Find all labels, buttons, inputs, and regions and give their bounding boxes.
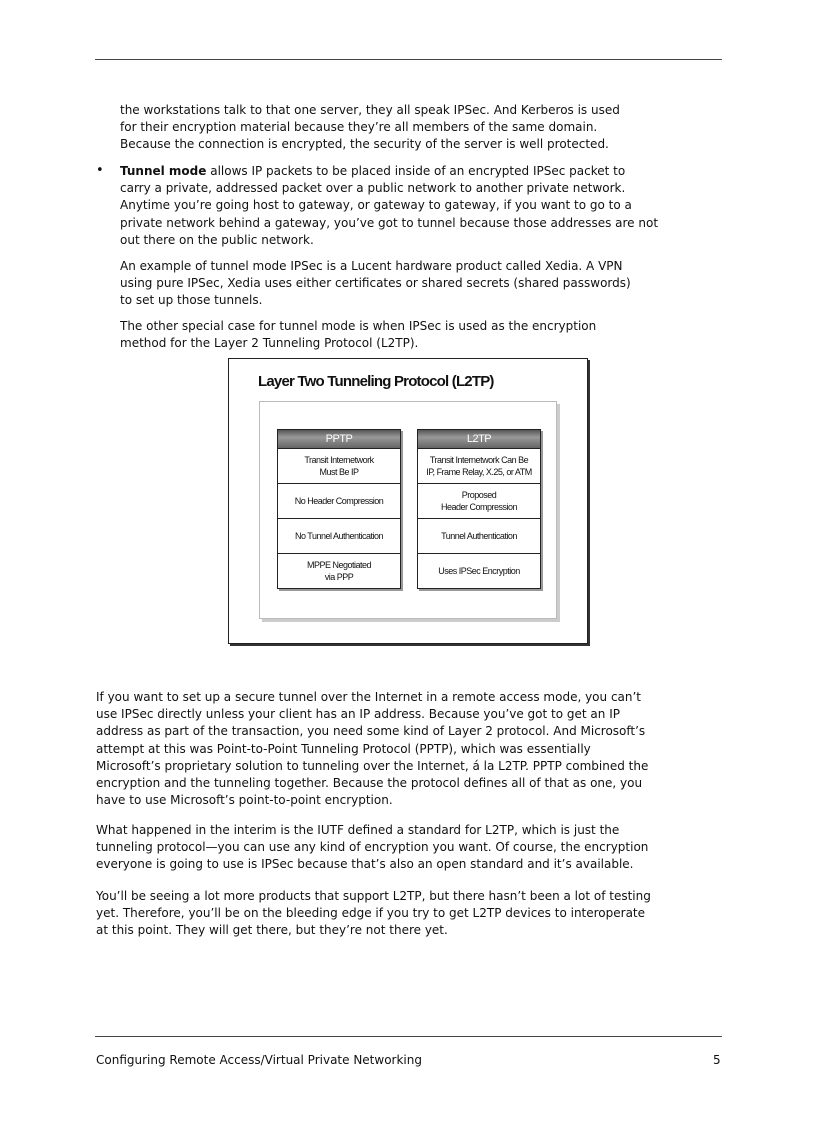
comparison-cell [278, 484, 400, 519]
text-line: allows IP packets to be placed inside of an encrypted IPSec packet to [206, 164, 626, 178]
bullet-icon: • [96, 163, 104, 178]
l2tp-header: L2TP [418, 430, 540, 449]
cell-line: IP, Frame Relay, X.25, or ATM [426, 467, 532, 477]
text-line: You’ll be seeing a lot more products that support L2TP, but there hasn’t been a lot of testing [96, 889, 651, 903]
text-line: Microsoft’s proprietary solution to tunneling over the Internet, á la L2TP. PPTP combined the [96, 758, 649, 773]
comparison-cell [418, 519, 540, 554]
cell-line: Header Compression [440, 502, 518, 512]
intro-paragraph [120, 102, 620, 154]
text-line: An example of tunnel mode IPSec is a Lucent hardware product called Xedia. A VPN [120, 259, 623, 273]
tunnel-mode-bullet [120, 163, 658, 249]
text-line: What happened in the interim is the IUTF defined a standard for L2TP, which is just the [96, 823, 620, 837]
text-line: have to use Microsoft’s point-to-point encryption. [96, 793, 393, 808]
text-line: using pure IPSec, Xedia uses either certificates or shared secrets (shared passwords) [120, 276, 631, 291]
comparison-cell [278, 519, 400, 554]
text-line: yet. Therefore, you’ll be on the bleeding edge if you try to get L2TP devices to interoperate [96, 906, 646, 921]
text-line: encryption and the tunneling together. Because the protocol defines all of that as one, you [96, 775, 643, 790]
figure-panel [259, 401, 557, 619]
header-rule [95, 59, 722, 60]
comparison-cell [278, 449, 400, 484]
cell-line: Must Be IP [319, 467, 359, 477]
text-line: Anytime you’re going host to gateway, or gateway to gateway, if you want to go to a [120, 198, 632, 213]
text-line: The other special case for tunnel mode is when IPSec is used as the encryption [120, 319, 597, 333]
figure-title: Layer Two Tunneling Protocol (L2TP) [258, 373, 494, 390]
comparison-cell [418, 554, 540, 588]
example-paragraph [120, 258, 631, 310]
cell-line: Tunnel Authentication [441, 531, 517, 541]
special-case-paragraph [120, 318, 596, 352]
comparison-cell [418, 484, 540, 519]
pptp-header: PPTP [278, 430, 400, 449]
text-line: private network behind a gateway, you’ve got to tunnel because those addresses are not [120, 215, 659, 230]
interim-paragraph [96, 822, 648, 874]
page-number: 5 [713, 1053, 721, 1067]
cell-line: No Header Compression [294, 496, 384, 506]
products-paragraph [96, 888, 651, 940]
text-line: out there on the public network. [120, 232, 314, 247]
text-line: use IPSec directly unless your client has an IP address. Because you’ve got to get an IP [96, 707, 620, 722]
remote-access-paragraph [96, 689, 648, 809]
l2tp-column [417, 429, 541, 589]
text-line: Because the connection is encrypted, the security of the server is well protected. [120, 137, 609, 152]
comparison-cell [418, 449, 540, 484]
cell-line: Proposed [461, 490, 497, 500]
cell-line: No Tunnel Authentication [294, 531, 384, 541]
pptp-column [277, 429, 401, 589]
cell-line: Uses IPSec Encryption [438, 566, 520, 576]
text-line: attempt at this was Point-to-Point Tunneling Protocol (PPTP), which was essentially [96, 741, 591, 756]
text-line: at this point. They will get there, but they’re not there yet. [96, 923, 448, 938]
text-line: the workstations talk to that one server, they all speak IPSec. And Kerberos is used [120, 103, 620, 117]
text-line: If you want to set up a secure tunnel over the Internet in a remote access mode, you can’t [96, 690, 642, 704]
footer-rule [95, 1036, 722, 1037]
text-line: method for the Layer 2 Tunneling Protocol (L2TP). [120, 336, 419, 351]
footer-title: Configuring Remote Access/Virtual Private Networking [96, 1053, 422, 1067]
text-line: carry a private, addressed packet over a public network to another private network. [120, 181, 626, 196]
cell-line: via PPP [324, 572, 354, 582]
cell-line: MPPE Negotiated [306, 560, 372, 570]
cell-line: Transit Internetwork Can Be [429, 455, 529, 465]
text-line: everyone is going to use is IPSec because that’s also an open standard and it’s available. [96, 857, 634, 872]
cell-line: Transit Internetwork [304, 455, 374, 465]
text-line: for their encryption material because they’re all members of the same domain. [120, 120, 598, 135]
bullet-term: Tunnel mode [120, 164, 207, 178]
l2tp-figure [228, 358, 588, 644]
text-line: to set up those tunnels. [120, 293, 263, 308]
comparison-cell [278, 554, 400, 588]
text-line: tunneling protocol—you can use any kind of encryption you want. Of course, the encryption [96, 840, 649, 855]
text-line: address as part of the transaction, you need some kind of Layer 2 protocol. And Microsoft’s [96, 724, 646, 739]
